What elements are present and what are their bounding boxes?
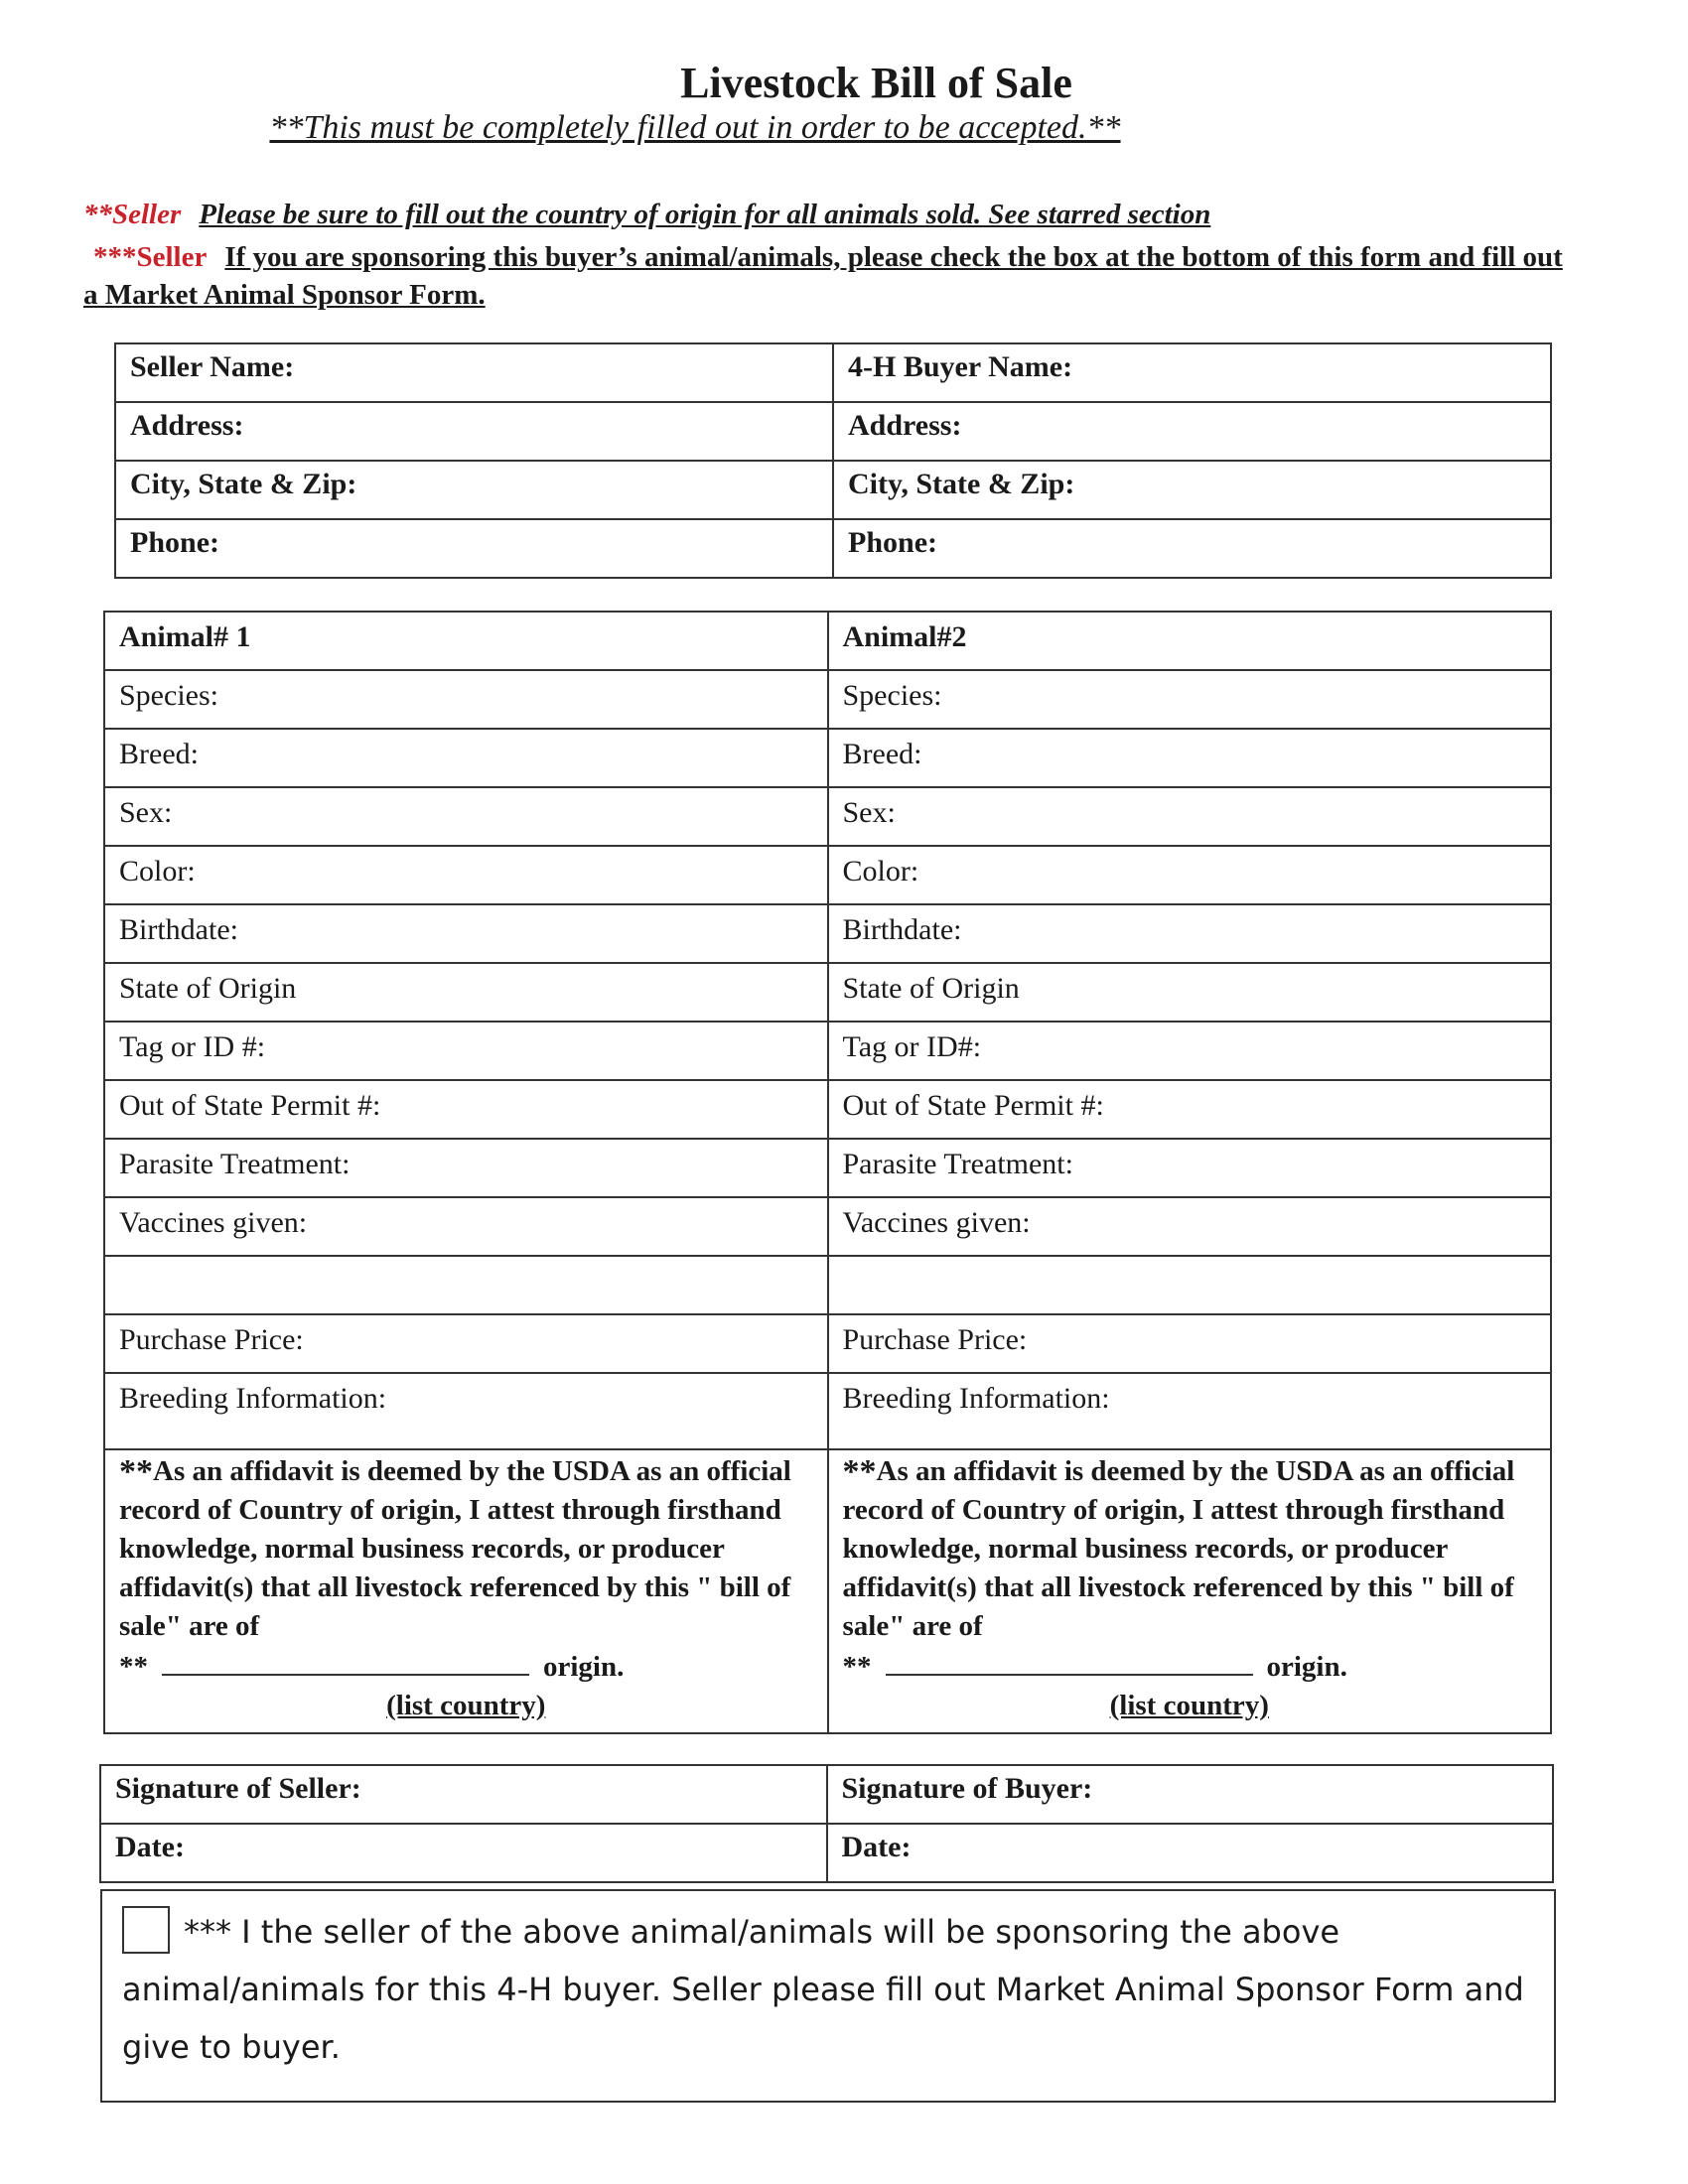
animal-1-blank-field[interactable] (104, 1256, 828, 1314)
animal-1-header: Animal# 1 (104, 612, 828, 670)
buyer-date-field[interactable]: Date: (827, 1824, 1554, 1882)
animal-1-species-field[interactable]: Species: (104, 670, 828, 729)
note-text: Please be sure to fill out the country of origin for all animals sold. See starred section (199, 199, 1211, 230)
seller-city-state-zip-field[interactable]: City, State & Zip: (115, 461, 833, 519)
animal-2-birthdate-field[interactable]: Birthdate: (828, 904, 1552, 963)
animal-2-permit-field[interactable]: Out of State Permit #: (828, 1080, 1552, 1139)
animal-2-color-field[interactable]: Color: (828, 846, 1552, 904)
sponsor-checkbox[interactable] (122, 1906, 170, 1954)
buyer-signature-field[interactable]: Signature of Buyer: (827, 1765, 1554, 1824)
seller-date-field[interactable]: Date: (100, 1824, 827, 1882)
sponsor-stars: *** (184, 1913, 231, 1951)
seller-buyer-table (114, 342, 1552, 579)
sponsor-section (100, 1889, 1556, 2103)
animal-2-breed-field[interactable]: Breed: (828, 729, 1552, 787)
signature-table (99, 1764, 1554, 1883)
buyer-phone-field[interactable]: Phone: (833, 519, 1551, 578)
list-country-label: (list country) (1109, 1690, 1269, 1721)
animal-2-sex-field[interactable]: Sex: (828, 787, 1552, 846)
list-country-label: (list country) (386, 1690, 546, 1721)
buyer-city-state-zip-field[interactable]: City, State & Zip: (833, 461, 1551, 519)
origin-word: origin. (543, 1651, 625, 1683)
animal-1-birthdate-field[interactable]: Birthdate: (104, 904, 828, 963)
buyer-address-field[interactable]: Address: (833, 402, 1551, 461)
animal-2-species-field[interactable]: Species: (828, 670, 1552, 729)
seller-address-field[interactable]: Address: (115, 402, 833, 461)
seller-note-sponsor (83, 238, 1573, 314)
animal-1-parasite-treatment-field[interactable]: Parasite Treatment: (104, 1139, 828, 1197)
animals-table (103, 611, 1552, 1734)
animal-2-vaccines-field[interactable]: Vaccines given: (828, 1197, 1552, 1256)
animal-2-parasite-treatment-field[interactable]: Parasite Treatment: (828, 1139, 1552, 1197)
affidavit-stars: ** (842, 1453, 877, 1490)
animal-1-color-field[interactable]: Color: (104, 846, 828, 904)
sponsor-text: I the seller of the above animal/animals will be sponsoring the above animal/animals for this 4-H buyer. Seller please fill out Market Animal Sponsor Form and give to buyer. (122, 1913, 1524, 2066)
seller-name-field[interactable]: Seller Name: (115, 343, 833, 402)
origin-word: origin. (1266, 1651, 1347, 1683)
buyer-name-field[interactable]: 4-H Buyer Name: (833, 343, 1551, 402)
animal-2-tag-id-field[interactable]: Tag or ID#: (828, 1022, 1552, 1080)
animal-1-affidavit (104, 1449, 828, 1733)
note-label: ***Seller (93, 241, 208, 273)
animal-1-sex-field[interactable]: Sex: (104, 787, 828, 846)
animal-1-purchase-price-field[interactable]: Purchase Price: (104, 1314, 828, 1373)
affidavit-text: As an affidavit is deemed by the USDA as an official record of Country of origin, I attest through firsthand knowledge, normal business records, or producer affidavit(s) that all livestock referenced by this " bill of sale" are of (842, 1455, 1515, 1642)
blank-prefix: ** (842, 1651, 872, 1683)
affidavit-stars: ** (119, 1453, 153, 1490)
animal-1-vaccines-field[interactable]: Vaccines given: (104, 1197, 828, 1256)
animal-1-state-of-origin-field[interactable]: State of Origin (104, 963, 828, 1022)
animal-2-blank-field[interactable] (828, 1256, 1552, 1314)
animal-1-breeding-info-field[interactable]: Breeding Information: (104, 1373, 828, 1449)
seller-note-origin (83, 199, 1210, 231)
animal-1-breed-field[interactable]: Breed: (104, 729, 828, 787)
seller-phone-field[interactable]: Phone: (115, 519, 833, 578)
seller-signature-field[interactable]: Signature of Seller: (100, 1765, 827, 1824)
blank-prefix: ** (119, 1651, 148, 1683)
animal-2-breeding-info-field[interactable]: Breeding Information: (828, 1373, 1552, 1449)
country-blank[interactable] (162, 1646, 529, 1676)
animal-2-affidavit (828, 1449, 1552, 1733)
animal-1-permit-field[interactable]: Out of State Permit #: (104, 1080, 828, 1139)
affidavit-text: As an affidavit is deemed by the USDA as an official record of Country of origin, I attest through firsthand knowledge, normal business records, or producer affidavit(s) that all livestock referenced by this " bill of sale" are of (119, 1455, 791, 1642)
note-label: **Seller (83, 199, 182, 230)
animal-2-state-of-origin-field[interactable]: State of Origin (828, 963, 1552, 1022)
animal-2-purchase-price-field[interactable]: Purchase Price: (828, 1314, 1552, 1373)
animal-2-header: Animal#2 (828, 612, 1552, 670)
country-blank[interactable] (886, 1646, 1253, 1676)
page-title: Livestock Bill of Sale (680, 59, 1072, 107)
note-text: If you are sponsoring this buyer’s animal/animals, please check the box at the bottom of this form and fill out a Market Animal Sponsor Form. (83, 241, 1563, 311)
animal-1-tag-id-field[interactable]: Tag or ID #: (104, 1022, 828, 1080)
page-subtitle: **This must be completely filled out in order to be accepted.** (269, 109, 1121, 146)
